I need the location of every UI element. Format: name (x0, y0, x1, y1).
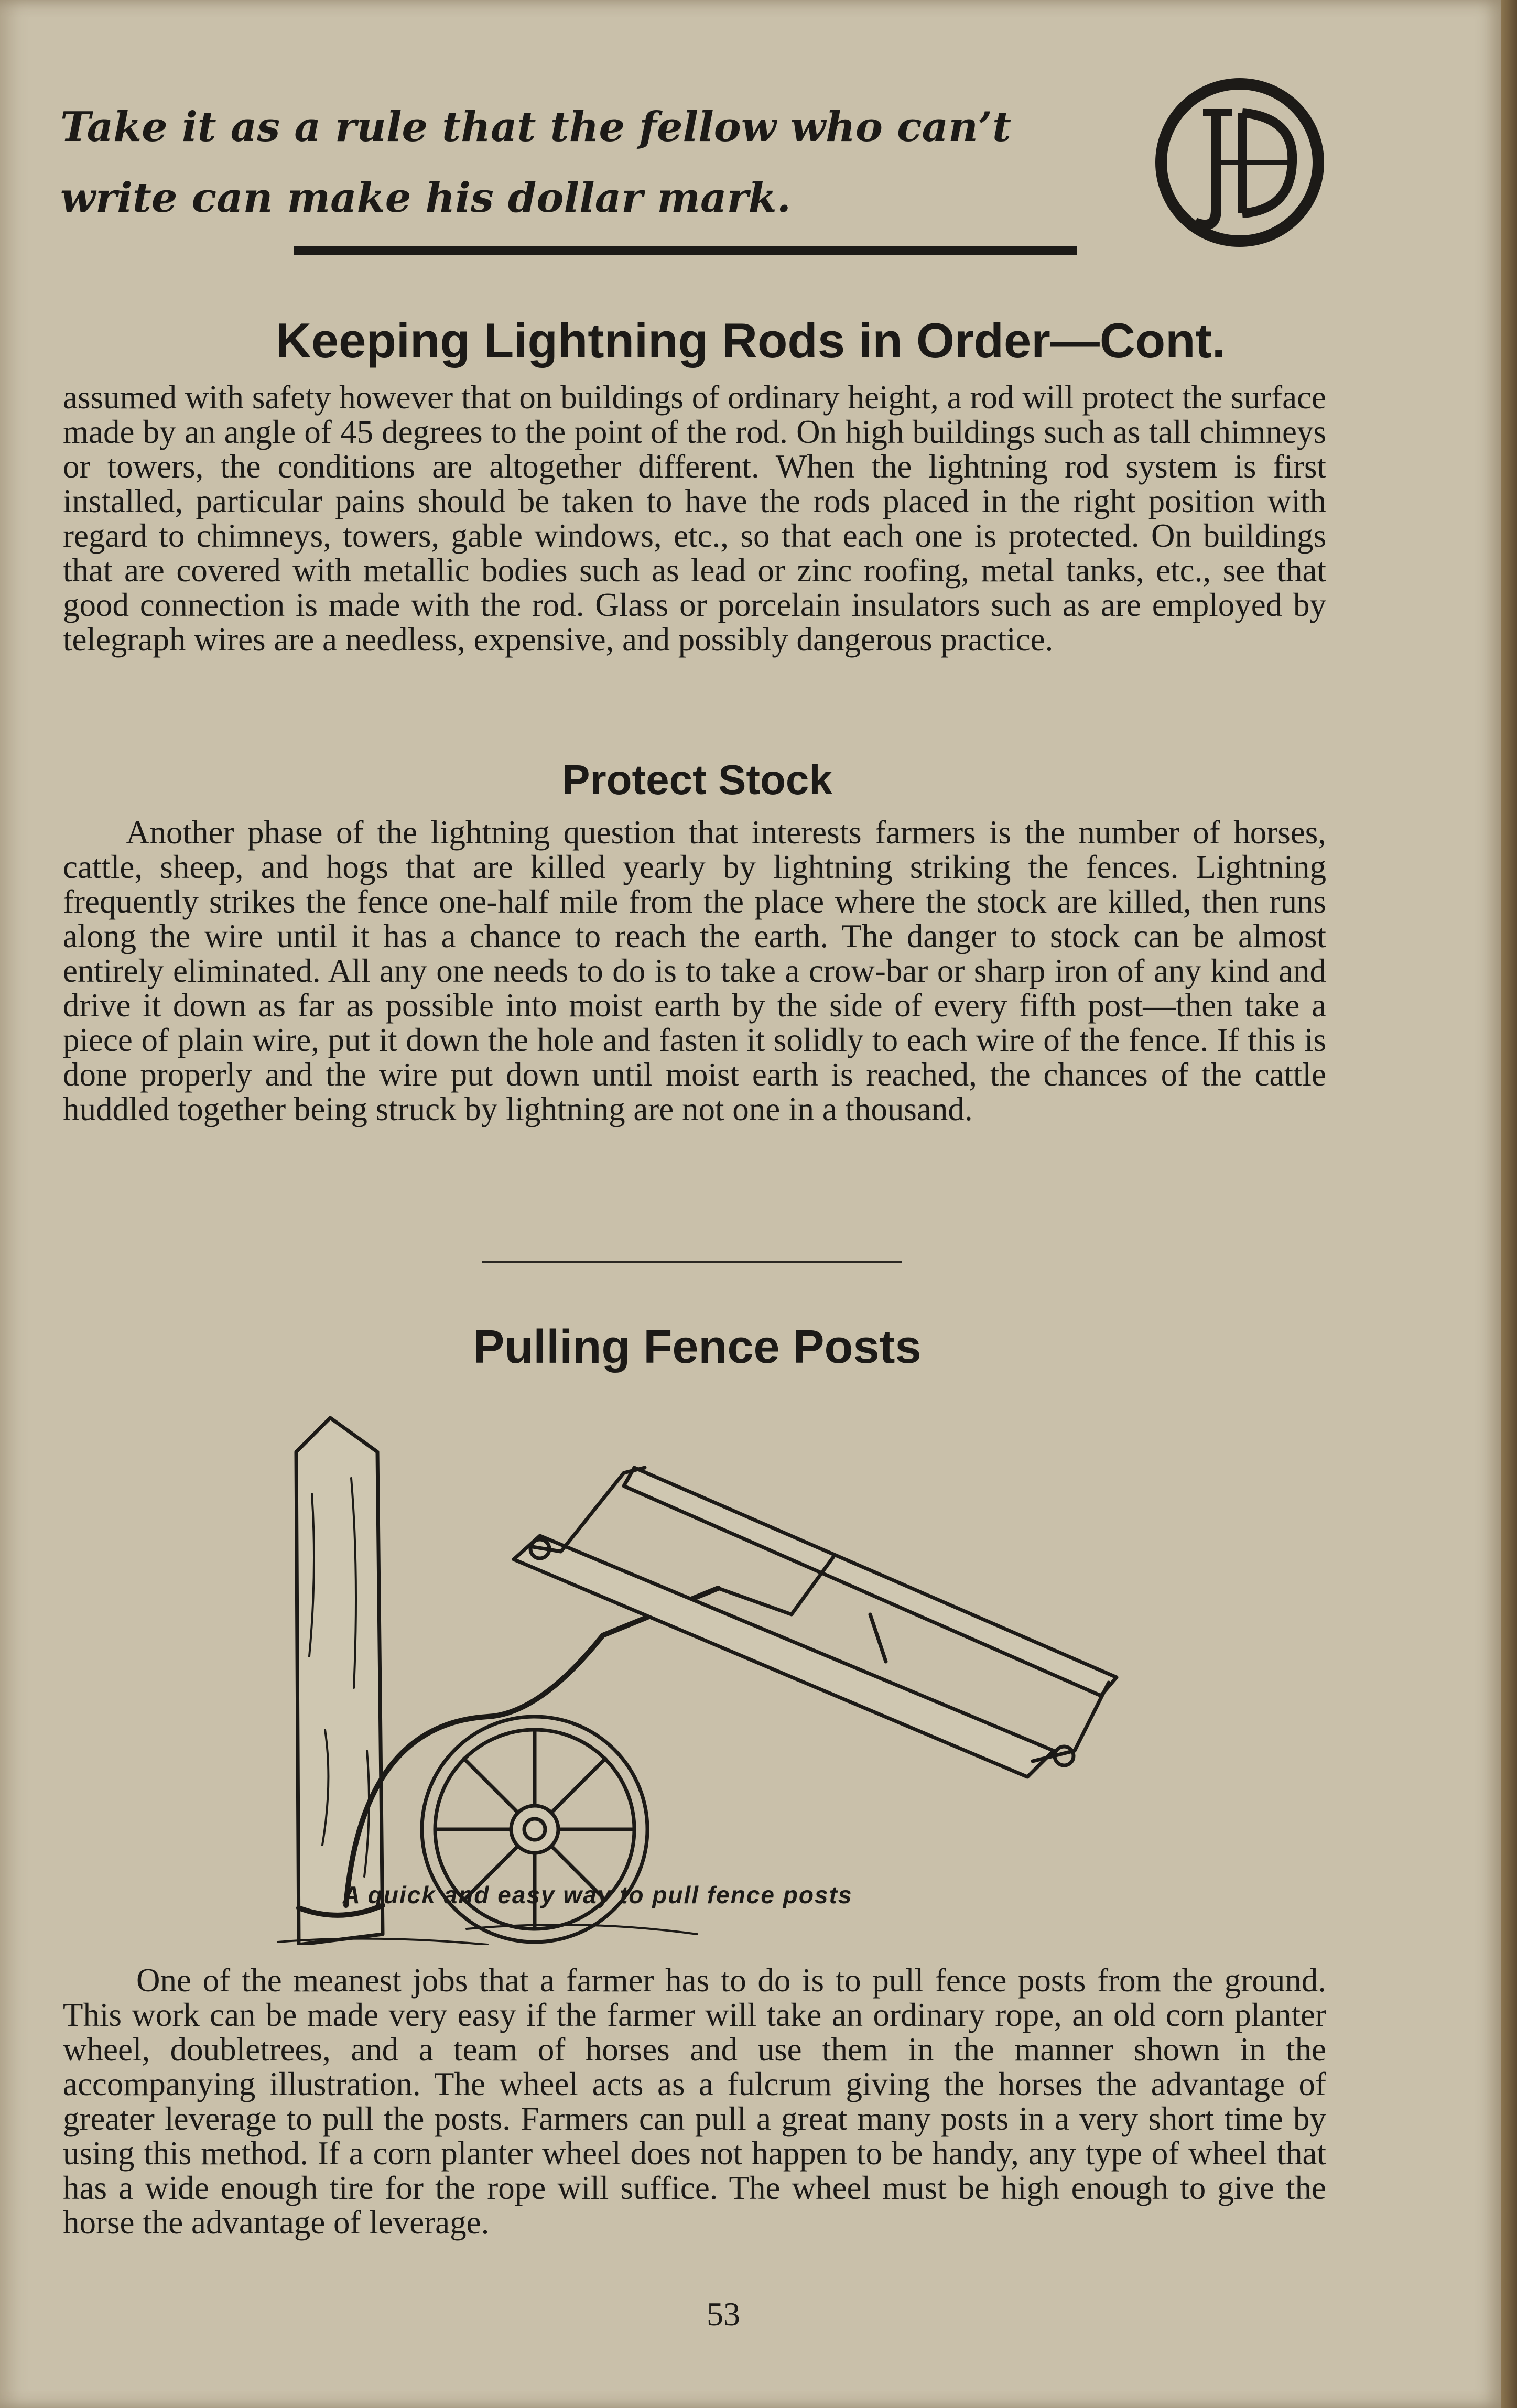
section-heading-pulling-fence-posts: Pulling Fence Posts (473, 1321, 922, 1373)
header-divider (294, 246, 1077, 255)
page-number: 53 (707, 2295, 740, 2333)
header-motto: Take it as a rule that the fellow who can’t write can make his dollar mark. (60, 103, 1011, 222)
section-body-lightning-rods: assumed with safety however that on buildings of ordinary height, a rod will protect the surface made by an angle of 45 degrees to the point of the rod. On high buildings such as tall chimneys or towers, the conditions are altogether different. When the lightning rod system is first installed, particular pains should be taken to have the rods placed in the right position with regard to chimneys, towers, gable windows, etc., so that each one is protected. On buildings that are covered with metallic bodies such as lead or zinc roofing, metal tanks, etc., see that good connection is made with the rod. Glass or porcelain insulators such as are employed by telegraph wires are a needless, expensive, and possibly dangerous practice. (63, 379, 1326, 658)
section-heading-lightning-rods: Keeping Lightning Rods in Order—Cont. (276, 313, 1226, 368)
jd-monogram-icon (1153, 76, 1326, 249)
section-heading-protect-stock: Protect Stock (562, 756, 832, 803)
section-divider (482, 1261, 902, 1263)
fence-post-puller-illustration (267, 1415, 1158, 1945)
figure-caption: A quick and easy way to pull fence posts (342, 1881, 853, 1908)
section-body-pulling-fence-posts: One of the meanest jobs that a farmer has to do is to pull fence posts from the ground. This work can be made very easy if the farmer will take an ordinary rope, an old corn planter wheel, doubletrees, and a team of horses and use them in the manner shown in the accompanying illustration. The wheel acts as a fulcrum giving the horses the advantage of greater leverage to pull the posts. Farmers can pull a great many posts in a very short time by using this method. If a corn planter wheel does not happen to be handy, any type of wheel that has a wide enough tire for the rope will suffice. The wheel must be high enough to give the horse the advantage of leverage. (63, 1962, 1326, 2241)
book-edge (1501, 0, 1517, 2408)
section-body-protect-stock: Another phase of the lightning question that interests farmers is the number of horses, cattle, sheep, and hogs that are killed yearly by lightning striking the fences. Lightning frequently strikes the fence one-half mile from the place where the stock are killed, then runs along the wire until it has a chance to reach the earth. The danger to stock can be almost entirely eliminated. All any one needs to do is to take a crow-bar or sharp iron of any kind and drive it down as far as possible into moist earth by the side of every fifth post—then take a piece of plain wire, put it down the hole and fasten it solidly to each wire of the fence. If this is done properly and the wire put down until moist earth is reached, the chances of the cattle huddled together being struck by lightning are not one in a thousand. (63, 814, 1326, 1127)
